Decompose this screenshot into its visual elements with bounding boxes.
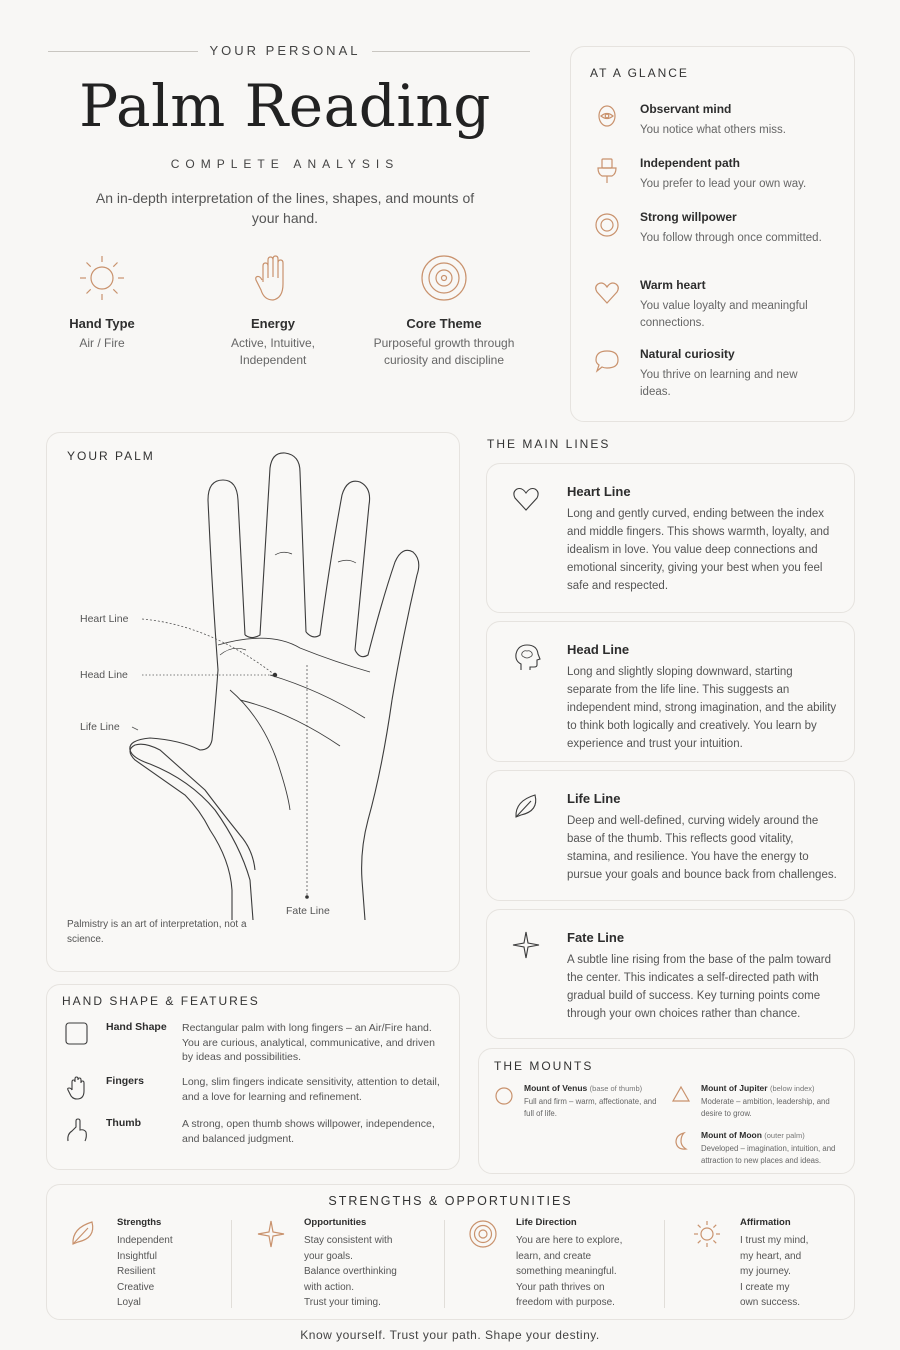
column-line: Independent <box>117 1235 173 1246</box>
column-lines <box>516 1233 646 1311</box>
glance-item-text: You notice what others miss. <box>640 124 786 136</box>
column-line: Stay consistent with <box>304 1235 393 1246</box>
speech-bubble-icon <box>592 347 622 382</box>
affirmation-column <box>692 1217 852 1313</box>
mount-text: Full and firm – warm, affectionate, and full of life. <box>524 1097 657 1118</box>
column-title: Opportunities <box>304 1217 367 1228</box>
triangle-icon <box>671 1083 693 1110</box>
glance-item <box>590 102 840 142</box>
mount-title <box>701 1130 805 1140</box>
strengths-title: STRENGTHS & OPPORTUNITIES <box>328 1194 573 1208</box>
life-line-label: Life Line <box>80 721 120 733</box>
head-line-label: Head Line <box>80 669 128 681</box>
target-icon <box>468 1219 498 1254</box>
moon-icon <box>671 1130 693 1157</box>
hand-icon <box>247 252 299 304</box>
target-icon <box>592 210 622 245</box>
mounts-title: THE MOUNTS <box>494 1059 594 1073</box>
eye-head-icon <box>592 102 622 137</box>
your-palm-title: YOUR PALM <box>67 449 155 463</box>
mount-name: Mount of Jupiter <box>701 1083 768 1093</box>
mount-name: Mount of Moon <box>701 1130 762 1140</box>
highlight-energy <box>198 252 348 369</box>
column-divider <box>444 1220 445 1308</box>
glance-item-text: You prefer to lead your own way. <box>640 178 807 190</box>
mount-title <box>701 1083 815 1093</box>
mount-text: Developed – imagination, intuition, and attraction to new places and ideas. <box>701 1144 836 1165</box>
brain-head-icon <box>511 642 543 679</box>
column-divider <box>664 1220 665 1308</box>
feature-row <box>62 1021 442 1065</box>
mount-item <box>494 1083 669 1119</box>
column-line: your goals. <box>304 1250 353 1262</box>
column-line: I create my <box>740 1281 790 1293</box>
opportunities-column <box>256 1217 456 1313</box>
line-card-text: Long and slightly sloping downward, starting separate from the life line. This suggests an independent mind, strong imagination, and the ability to think both logically and creatively. You learn by experience and trust your intuition. <box>567 666 837 750</box>
line-card-text: Long and gently curved, ending between the index and middle fingers. This shows warmth, loyalty, and idealism in love. You value deep connections and emotional sincerity, giving your best when you feel safe and respected. <box>567 508 830 592</box>
glance-item <box>590 278 840 334</box>
line-card-title: Heart Line <box>567 484 631 499</box>
line-card-text: Deep and well-defined, curving widely around the base of the thumb. This reflects good vitality, stamina, and resilience. You have the energy to pursue your goals and bounce back from challenges. <box>567 815 837 881</box>
column-line: Your path thrives on <box>516 1281 605 1293</box>
glance-item-title: Warm heart <box>640 278 706 292</box>
column-line: Trust your timing. <box>304 1297 381 1309</box>
heart-icon <box>511 484 541 519</box>
column-line: Balance overthinking <box>304 1266 397 1278</box>
highlight-value: Purposeful growth through curiosity and discipline <box>373 336 515 367</box>
at-a-glance-title: AT A GLANCE <box>590 66 689 80</box>
highlight-label: Hand Type <box>69 316 135 331</box>
mount-item <box>671 1130 846 1166</box>
highlight-core-theme <box>369 252 519 369</box>
line-card-text: A subtle line rising from the base of the palm toward the center. This indicates a self-directed path with gradual build of success. Key turning points come through your own choices rather than chance. <box>567 954 832 1020</box>
glance-item-text: You follow through once committed. <box>640 232 822 244</box>
column-lines <box>304 1233 434 1311</box>
highlight-hand-type <box>27 252 177 352</box>
sun-icon <box>76 252 128 304</box>
square-icon <box>64 1021 90 1052</box>
feature-row <box>62 1117 442 1149</box>
main-lines-title: THE MAIN LINES <box>487 437 611 451</box>
highlight-label: Core Theme <box>406 316 482 331</box>
column-line: Creative <box>117 1281 155 1293</box>
glance-item-text: You thrive on learning and new ideas. <box>640 369 798 398</box>
column-line: Resilient <box>117 1266 156 1278</box>
highlight-value: Air / Fire <box>79 336 125 350</box>
mount-location: (outer palm) <box>764 1131 805 1140</box>
strengths-column <box>69 1217 229 1313</box>
mount-location: (base of thumb) <box>589 1084 643 1093</box>
hand-icon <box>64 1075 90 1106</box>
column-line: Loyal <box>117 1297 141 1309</box>
page-title: Palm Reading <box>79 72 491 140</box>
mount-title <box>524 1083 642 1093</box>
header-rule-right <box>372 51 530 52</box>
column-line: with action. <box>304 1281 355 1293</box>
thumb-icon <box>64 1117 90 1148</box>
target-icon <box>418 252 470 304</box>
mount-name: Mount of Venus <box>524 1083 588 1093</box>
glance-item-text: You value loyalty and meaningful connections. <box>640 300 808 329</box>
header-rule-left <box>48 51 198 52</box>
column-line: I trust my mind, <box>740 1235 809 1246</box>
feature-text: Rectangular palm with long fingers – an Air/Fire hand. You are curious, analytical, communicative, and driven by ideas and possibilities. <box>182 1022 435 1063</box>
column-line: own success. <box>740 1297 801 1309</box>
feature-title: Fingers <box>106 1075 144 1087</box>
glance-item-title: Observant mind <box>640 102 732 116</box>
palm-illustration <box>120 450 420 925</box>
lantern-icon <box>592 156 622 191</box>
sun-icon <box>692 1219 722 1254</box>
column-line: Insightful <box>117 1250 158 1262</box>
leaf-icon <box>69 1219 97 1252</box>
fate-line-label: Fate Line <box>286 905 330 917</box>
glance-item-title: Strong willpower <box>640 210 737 224</box>
head-line-card <box>486 621 855 762</box>
feature-title: Thumb <box>106 1117 141 1129</box>
footer-tagline: Know yourself. Trust your path. Shape your destiny. <box>300 1328 600 1342</box>
fate-line-card <box>486 909 855 1039</box>
line-card-title: Head Line <box>567 642 630 657</box>
glance-item <box>590 210 840 266</box>
mount-text: Moderate – ambition, leadership, and desire to grow. <box>701 1097 830 1118</box>
column-title: Affirmation <box>740 1217 791 1228</box>
column-lines <box>117 1233 247 1311</box>
line-card-title: Life Line <box>567 791 621 806</box>
column-title: Strengths <box>117 1217 162 1228</box>
leaf-icon <box>511 791 541 826</box>
feature-title: Hand Shape <box>106 1021 167 1033</box>
header-kicker: YOUR PERSONAL <box>209 43 361 58</box>
glance-item-title: Independent path <box>640 156 740 170</box>
heart-icon <box>592 278 622 313</box>
glance-item-title: Natural curiosity <box>640 347 735 361</box>
column-divider <box>231 1220 232 1308</box>
life-direction-column <box>468 1217 668 1313</box>
mount-location: (below index) <box>769 1084 815 1093</box>
sparkle-icon <box>511 930 541 965</box>
palm-note: Palmistry is an art of interpretation, not a science. <box>67 919 247 945</box>
column-line: my journey. <box>740 1266 791 1278</box>
life-line-card <box>486 770 855 901</box>
highlight-value: Active, Intuitive, Independent <box>230 336 316 367</box>
heart-line-card <box>486 463 855 613</box>
column-line: You are here to explore, <box>516 1235 623 1246</box>
highlight-label: Energy <box>250 316 296 331</box>
column-line: learn, and create <box>516 1250 592 1262</box>
page-subtitle: COMPLETE ANALYSIS <box>170 157 400 171</box>
glance-item <box>590 347 840 403</box>
circle-icon <box>494 1083 516 1110</box>
sparkle-icon <box>256 1219 286 1254</box>
feature-text: Long, slim fingers indicate sensitivity, attention to detail, and a love for learning and refinement. <box>182 1076 440 1103</box>
column-line: my heart, and <box>740 1250 802 1262</box>
column-line: freedom with purpose. <box>516 1297 615 1309</box>
heart-line-label: Heart Line <box>80 613 129 625</box>
feature-text: A strong, open thumb shows willpower, independence, and balanced judgment. <box>182 1118 435 1145</box>
column-title: Life Direction <box>516 1217 577 1228</box>
intro-text: An in-depth interpretation of the lines, shapes, and mounts of your hand. <box>95 190 475 226</box>
line-card-title: Fate Line <box>567 930 625 945</box>
column-lines <box>740 1233 870 1311</box>
feature-row <box>62 1075 442 1107</box>
hand-shape-title: HAND SHAPE & FEATURES <box>62 994 260 1008</box>
column-line: something meaningful. <box>516 1266 617 1278</box>
mount-item <box>671 1083 846 1119</box>
glance-item <box>590 156 840 196</box>
